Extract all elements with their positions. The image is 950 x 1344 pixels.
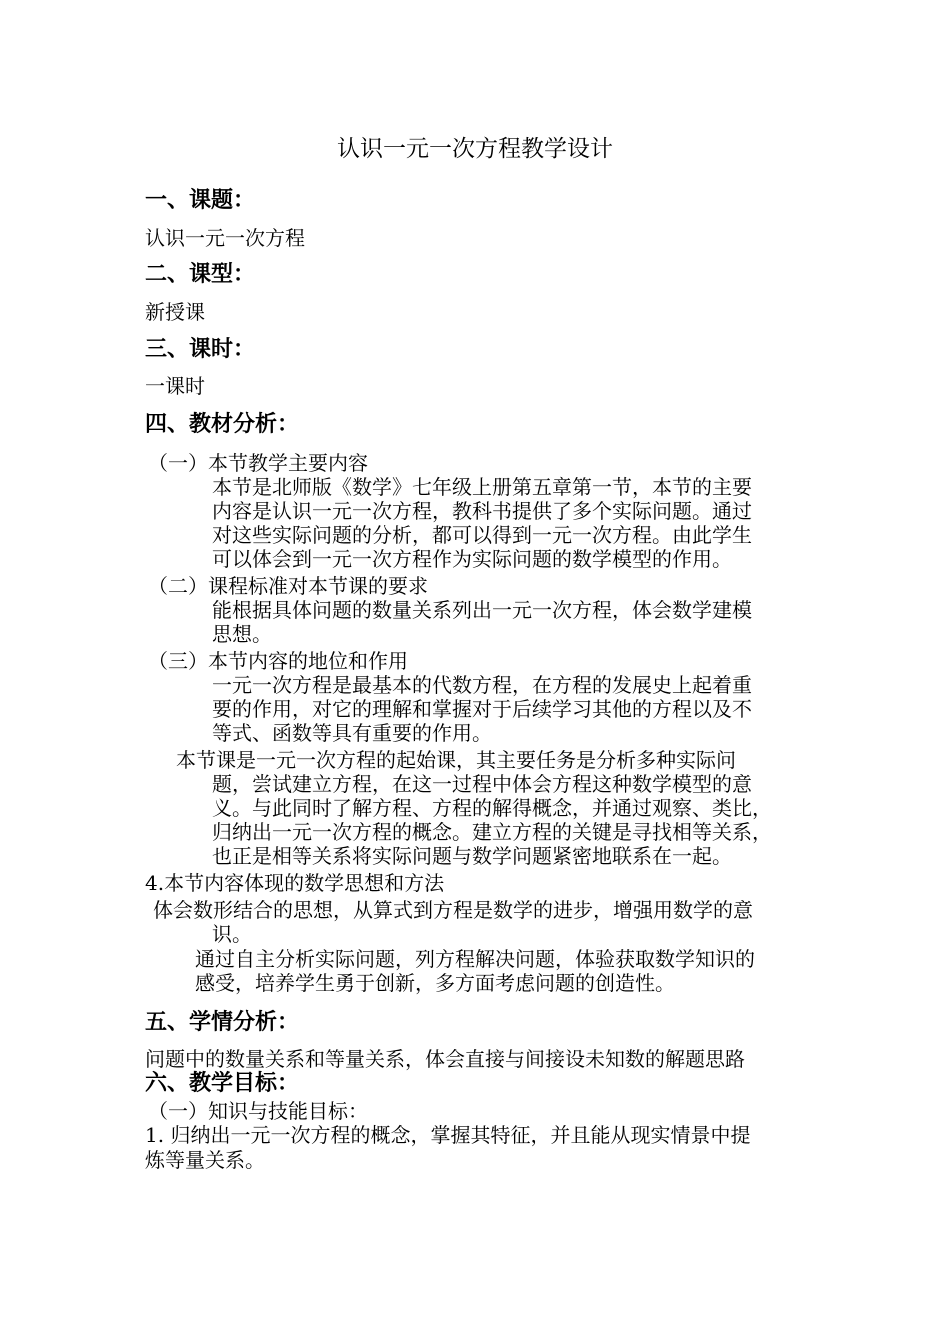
section-heading-lesson-type: 二、课型： — [145, 262, 256, 287]
paragraph-line: 感受，培养学生勇于创新，多方面考虑问题的创造性。 — [195, 971, 675, 995]
paragraph-line: 本节课是一元一次方程的起始课，其主要任务是分析多种实际问 — [176, 748, 736, 772]
section-heading-topic: 一、课题： — [145, 188, 256, 213]
section-heading-material-analysis: 四、教材分析： — [145, 412, 300, 437]
paragraph-line: 要的作用，对它的理解和掌握对于后续学习其他的方程以及不 — [212, 697, 752, 721]
paragraph-line: 一元一次方程是最基本的代数方程，在方程的发展史上起着重 — [212, 673, 752, 697]
paragraph-line: 识。 — [212, 922, 252, 946]
section-heading-duration: 三、课时： — [145, 337, 256, 362]
subsection-label-curriculum-requirement: （二）课程标准对本节课的要求 — [148, 574, 428, 598]
section-heading-teaching-goals: 六、教学目标： — [145, 1071, 300, 1096]
document-title: 认识一元一次方程教学设计 — [337, 136, 613, 162]
subsection-label-math-thinking: 4.本节内容体现的数学思想和方法 — [145, 871, 445, 895]
paragraph-line: 题，尝试建立方程，在这一过程中体会方程这种数学模型的意 — [212, 772, 752, 796]
subsection-label-position-role: （三）本节内容的地位和作用 — [148, 649, 408, 673]
list-item-line: 炼等量关系。 — [145, 1148, 265, 1172]
section-content-duration: 一课时 — [145, 374, 205, 398]
paragraph-line: 归纳出一元一次方程的概念。建立方程的关键是寻找相等关系， — [212, 820, 772, 844]
paragraph-line: 等式、函数等具有重要的作用。 — [212, 721, 492, 745]
paragraph-line: 思想。 — [212, 622, 272, 646]
paragraph-line: 体会数形结合的思想，从算式到方程是数学的进步，增强用数学的意 — [153, 898, 753, 922]
paragraph-line: 对这些实际问题的分析，都可以得到一元一次方程。由此学生 — [212, 523, 752, 547]
paragraph-line: 本节是北师版《数学》七年级上册第五章第一节，本节的主要 — [212, 475, 752, 499]
paragraph-line: 内容是认识一元一次方程，教科书提供了多个实际问题。通过 — [212, 499, 752, 523]
paragraph-line: 也正是相等关系将实际问题与数学问题紧密地联系在一起。 — [212, 844, 732, 868]
subsection-label-main-content: （一）本节教学主要内容 — [148, 451, 368, 475]
paragraph-line: 义。与此同时了解方程、方程的解得概念，并通过观察、类比， — [212, 796, 772, 820]
section-heading-student-analysis: 五、学情分析： — [145, 1010, 300, 1035]
section-content-student-analysis: 问题中的数量关系和等量关系，体会直接与间接设未知数的解题思路 — [145, 1047, 745, 1071]
paragraph-line: 能根据具体问题的数量关系列出一元一次方程，体会数学建模 — [212, 598, 752, 622]
section-content-lesson-type: 新授课 — [145, 300, 205, 324]
paragraph-line: 可以体会到一元一次方程作为实际问题的数学模型的作用。 — [212, 547, 732, 571]
paragraph-line: 通过自主分析实际问题，列方程解决问题，体验获取数学知识的 — [195, 947, 755, 971]
list-item-line: 1. 归纳出一元一次方程的概念，掌握其特征，并且能从现实情景中提 — [145, 1123, 751, 1147]
section-content-topic: 认识一元一次方程 — [145, 226, 305, 250]
subsection-label-knowledge-goals: （一）知识与技能目标： — [148, 1099, 368, 1123]
